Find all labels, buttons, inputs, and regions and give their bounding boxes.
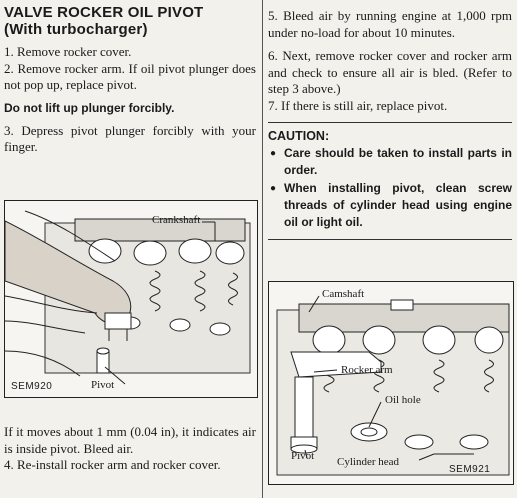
title-line-2: (With turbocharger) — [4, 21, 148, 38]
figure-sem921 — [268, 281, 514, 485]
caution-top-rule — [268, 122, 512, 123]
label-oil-hole: Oil hole — [385, 394, 421, 406]
step-2: 2. Remove rocker arm. If oil pivot plunger does not pop up, replace pivot. — [4, 60, 256, 92]
step-3: 3. Depress pivot plunger forcibly with your finger. — [4, 122, 256, 154]
column-divider — [262, 0, 263, 498]
section-title — [4, 4, 256, 38]
caution-title: CAUTION: — [268, 129, 330, 143]
title-line-1: VALVE ROCKER OIL PIVOT — [4, 4, 204, 21]
step-5: 5. Bleed air by running engine at 1,000 rpm under no-load for about 10 minutes. — [268, 8, 512, 40]
caution-list — [268, 145, 512, 231]
figure-code: SEM920 — [11, 381, 53, 392]
figure-code: SEM921 — [449, 464, 491, 475]
label-rocker-arm: Rocker arm — [341, 364, 393, 376]
step-4: 4. Re-install rocker arm and rocker cover. — [4, 457, 221, 472]
right-column — [268, 8, 512, 240]
label-crankshaft: Crankshaft — [152, 214, 201, 226]
label-cylinder-head: Cylinder head — [337, 456, 400, 468]
caution-item: ● Care should be taken to install parts in order. — [268, 145, 512, 179]
step-7: 7. If there is still air, replace pivot. — [268, 97, 448, 113]
caution-item: ● When installing pivot, clean screw threads of cylinder head using engine oil or light oil. — [268, 180, 512, 231]
label-pivot: Pivot — [291, 450, 315, 462]
engine-pivot-illustration — [5, 201, 257, 397]
left-column — [4, 0, 256, 156]
left-column-bottom — [4, 424, 256, 474]
caution-bottom-rule — [268, 239, 512, 240]
step-1: 1. Remove rocker cover. — [4, 44, 132, 59]
figure-sem920 — [4, 200, 258, 398]
air-indication-text: If it moves about 1 mm (0.04 in), it indicates air is inside pivot. Bleed air. — [4, 424, 256, 456]
label-pivot: Pivot — [91, 379, 115, 391]
label-camshaft: Camshaft — [322, 288, 365, 300]
step-6: 6. Next, remove rocker cover and rocker arm and check to ensure all air is bled. (Refer to step 3 above.) — [268, 48, 512, 96]
warning-note: Do not lift up plunger forcibly. — [4, 100, 175, 115]
